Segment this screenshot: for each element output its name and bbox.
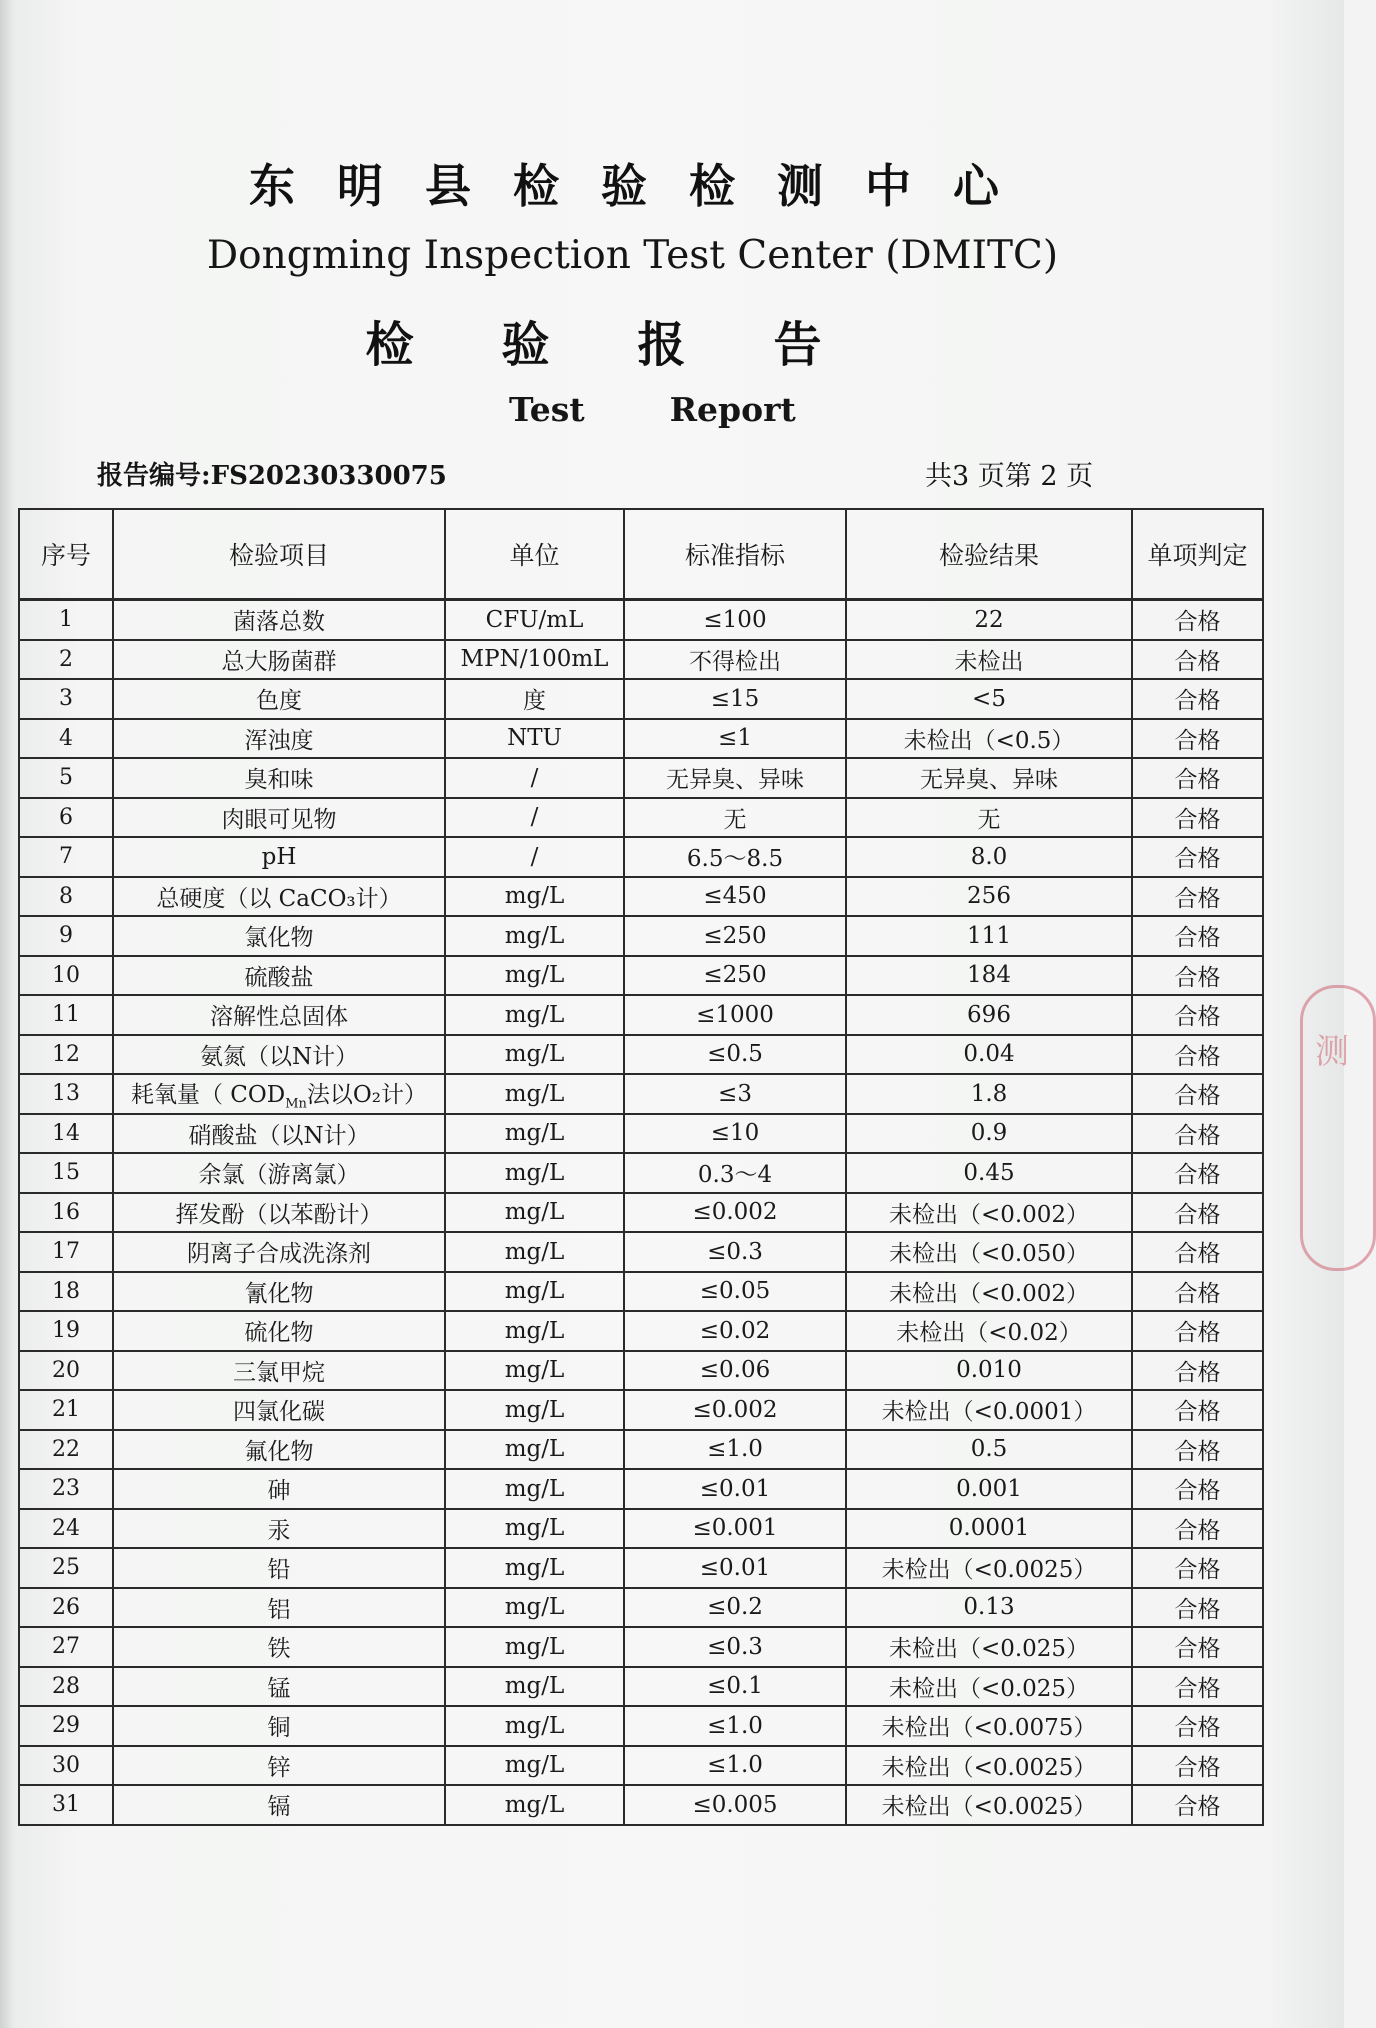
cell-result: 696	[846, 995, 1132, 1035]
cell-item: 铁	[113, 1627, 445, 1667]
cell-unit: mg/L	[445, 1706, 624, 1746]
cell-standard: ≤1.0	[624, 1706, 846, 1746]
cell-unit: mg/L	[445, 1509, 624, 1549]
cell-standard: 不得检出	[624, 640, 846, 680]
red-seal-stamp	[1300, 985, 1376, 1271]
cell-seq: 14	[19, 1114, 113, 1154]
cell-judgement: 合格	[1132, 1311, 1263, 1351]
cell-standard: ≤0.3	[624, 1627, 846, 1667]
cell-result: 22	[846, 600, 1132, 640]
cell-judgement: 合格	[1132, 1153, 1263, 1193]
cell-judgement: 合格	[1132, 1548, 1263, 1588]
table-row	[19, 1074, 1263, 1114]
cell-judgement: 合格	[1132, 995, 1263, 1035]
cell-seq: 6	[19, 798, 113, 838]
cell-unit: mg/L	[445, 1430, 624, 1470]
table-row	[19, 916, 1263, 956]
cell-judgement: 合格	[1132, 1430, 1263, 1470]
header-unit: 单位	[445, 509, 624, 600]
cell-seq: 18	[19, 1272, 113, 1312]
stamp-text: 测	[1315, 1032, 1349, 1072]
cell-judgement: 合格	[1132, 877, 1263, 917]
cell-unit: mg/L	[445, 1390, 624, 1430]
table-row	[19, 1153, 1263, 1193]
cell-standard: ≤100	[624, 600, 846, 640]
table-row	[19, 719, 1263, 759]
cell-unit: /	[445, 837, 624, 877]
cell-judgement: 合格	[1132, 1351, 1263, 1391]
cell-item: 镉	[113, 1785, 445, 1825]
cell-standard: ≤250	[624, 956, 846, 996]
cell-seq: 22	[19, 1430, 113, 1470]
report-number	[97, 455, 447, 492]
cell-seq: 8	[19, 877, 113, 917]
table-row	[19, 956, 1263, 996]
cell-result: 8.0	[846, 837, 1132, 877]
table-row	[19, 1311, 1263, 1351]
cell-seq: 20	[19, 1351, 113, 1391]
cell-judgement: 合格	[1132, 1509, 1263, 1549]
cell-result: 0.04	[846, 1035, 1132, 1075]
cell-standard: ≤0.01	[624, 1548, 846, 1588]
cell-standard: ≤15	[624, 679, 846, 719]
cell-unit: mg/L	[445, 877, 624, 917]
cell-seq: 27	[19, 1627, 113, 1667]
header-seq: 序号	[19, 509, 113, 600]
cell-unit: MPN/100mL	[445, 640, 624, 680]
cell-seq: 24	[19, 1509, 113, 1549]
cell-item: 氟化物	[113, 1430, 445, 1470]
cell-result: 0.13	[846, 1588, 1132, 1628]
table-row	[19, 640, 1263, 680]
cell-unit: NTU	[445, 719, 624, 759]
cell-standard: 6.5～8.5	[624, 837, 846, 877]
report-title-en	[509, 390, 796, 429]
cell-result: 无异臭、异味	[846, 758, 1132, 798]
cell-result: 未检出（<0.002）	[846, 1272, 1132, 1312]
cell-standard: ≤1	[624, 719, 846, 759]
cell-unit: mg/L	[445, 1548, 624, 1588]
table-row	[19, 798, 1263, 838]
cell-unit: mg/L	[445, 1193, 624, 1233]
cell-standard: ≤0.02	[624, 1311, 846, 1351]
table-row	[19, 1706, 1263, 1746]
cell-seq: 10	[19, 956, 113, 996]
page-crease-shadow	[0, 0, 14, 2028]
cell-unit: mg/L	[445, 995, 624, 1035]
cell-standard: ≤0.3	[624, 1232, 846, 1272]
cell-seq: 23	[19, 1469, 113, 1509]
cell-judgement: 合格	[1132, 1390, 1263, 1430]
cell-standard: ≤0.06	[624, 1351, 846, 1391]
cell-seq: 25	[19, 1548, 113, 1588]
cell-seq: 16	[19, 1193, 113, 1233]
report-number-label: 报告编号:	[97, 461, 211, 491]
cell-item: 硝酸盐（以N计）	[113, 1114, 445, 1154]
cell-judgement: 合格	[1132, 1035, 1263, 1075]
cell-standard: ≤0.001	[624, 1509, 846, 1549]
cell-item: 耗氧量（ $COD_{Mn}$法以O₂计）	[113, 1074, 445, 1114]
table-body	[19, 600, 1263, 1825]
cell-seq: 28	[19, 1667, 113, 1707]
cell-standard: ≤0.002	[624, 1390, 846, 1430]
table-header-row	[19, 509, 1263, 600]
cell-unit: mg/L	[445, 1035, 624, 1075]
cell-item: 锰	[113, 1667, 445, 1707]
cell-standard: ≤1.0	[624, 1430, 846, 1470]
cell-judgement: 合格	[1132, 1114, 1263, 1154]
subscript-mn: Mn	[285, 1096, 307, 1112]
table-row	[19, 600, 1263, 640]
cell-item: 三氯甲烷	[113, 1351, 445, 1391]
cell-seq: 5	[19, 758, 113, 798]
cell-standard: ≤450	[624, 877, 846, 917]
cell-standard: ≤10	[624, 1114, 846, 1154]
cell-unit: mg/L	[445, 1074, 624, 1114]
cell-standard: ≤0.002	[624, 1193, 846, 1233]
cell-result: 未检出（<0.025）	[846, 1627, 1132, 1667]
table-row	[19, 1193, 1263, 1233]
table-row	[19, 877, 1263, 917]
cell-judgement: 合格	[1132, 758, 1263, 798]
cell-result: 未检出（<0.0025）	[846, 1548, 1132, 1588]
cell-item: 氯化物	[113, 916, 445, 956]
cell-seq: 29	[19, 1706, 113, 1746]
cell-unit: CFU/mL	[445, 600, 624, 640]
cell-judgement: 合格	[1132, 1627, 1263, 1667]
cell-result: 未检出（<0.0001）	[846, 1390, 1132, 1430]
cell-result: 未检出（<0.5）	[846, 719, 1132, 759]
report-number-value: FS20230330075	[210, 461, 447, 491]
center-name-cn: 东明县检验检测中心	[249, 159, 1041, 213]
report-title-en-report: Report	[669, 390, 796, 429]
cell-seq: 15	[19, 1153, 113, 1193]
report-title-en-test: Test	[509, 390, 585, 429]
cell-judgement: 合格	[1132, 1272, 1263, 1312]
cell-item: 浑浊度	[113, 719, 445, 759]
table-row	[19, 1746, 1263, 1786]
cell-item: 硫化物	[113, 1311, 445, 1351]
table-row	[19, 1430, 1263, 1470]
cell-item: 氨氮（以N计）	[113, 1035, 445, 1075]
table-row	[19, 679, 1263, 719]
cell-judgement: 合格	[1132, 916, 1263, 956]
header-item: 检验项目	[113, 509, 445, 600]
table-row	[19, 837, 1263, 877]
cell-seq: 9	[19, 916, 113, 956]
cell-item: 总硬度（以 CaCO₃计）	[113, 877, 445, 917]
cell-result: 0.9	[846, 1114, 1132, 1154]
header-judgement: 单项判定	[1132, 509, 1263, 600]
cell-item: 硫酸盐	[113, 956, 445, 996]
cell-unit: mg/L	[445, 1785, 624, 1825]
cell-unit: mg/L	[445, 1232, 624, 1272]
cell-item: 铅	[113, 1548, 445, 1588]
cell-judgement: 合格	[1132, 1193, 1263, 1233]
cell-unit: mg/L	[445, 1272, 624, 1312]
cell-result: 无	[846, 798, 1132, 838]
cell-judgement: 合格	[1132, 719, 1263, 759]
cell-unit: mg/L	[445, 956, 624, 996]
cell-unit: mg/L	[445, 1351, 624, 1391]
table-row	[19, 1667, 1263, 1707]
cell-judgement: 合格	[1132, 600, 1263, 640]
table-row	[19, 1035, 1263, 1075]
cell-result: <5	[846, 679, 1132, 719]
cell-standard: ≤0.005	[624, 1785, 846, 1825]
cell-judgement: 合格	[1132, 1232, 1263, 1272]
cell-unit: mg/L	[445, 1469, 624, 1509]
cell-result: 未检出（<0.002）	[846, 1193, 1132, 1233]
cell-standard: 0.3～4	[624, 1153, 846, 1193]
cell-item: 溶解性总固体	[113, 995, 445, 1035]
cell-result: 未检出（<0.0025）	[846, 1785, 1132, 1825]
cell-result: 未检出（<0.050）	[846, 1232, 1132, 1272]
cell-result: 0.0001	[846, 1509, 1132, 1549]
cell-seq: 11	[19, 995, 113, 1035]
cell-item: 铝	[113, 1588, 445, 1628]
cell-standard: ≤250	[624, 916, 846, 956]
cell-item: 锌	[113, 1746, 445, 1786]
cell-judgement: 合格	[1132, 1469, 1263, 1509]
cell-result: 0.010	[846, 1351, 1132, 1391]
cell-seq: 19	[19, 1311, 113, 1351]
center-name-en: Dongming Inspection Test Center (DMITC)	[206, 233, 1059, 278]
table-row	[19, 1627, 1263, 1667]
cell-item: 菌落总数	[113, 600, 445, 640]
cell-unit: /	[445, 758, 624, 798]
cell-judgement: 合格	[1132, 1785, 1263, 1825]
cell-unit: mg/L	[445, 1667, 624, 1707]
cell-unit: mg/L	[445, 916, 624, 956]
cell-seq: 13	[19, 1074, 113, 1114]
cell-item: 砷	[113, 1469, 445, 1509]
cell-result: 0.5	[846, 1430, 1132, 1470]
cell-judgement: 合格	[1132, 956, 1263, 996]
cell-seq: 3	[19, 679, 113, 719]
cell-item: 余氯（游离氯）	[113, 1153, 445, 1193]
cell-seq: 21	[19, 1390, 113, 1430]
table-row	[19, 1232, 1263, 1272]
cell-item: 总大肠菌群	[113, 640, 445, 680]
cell-item: 铜	[113, 1706, 445, 1746]
cell-seq: 26	[19, 1588, 113, 1628]
cell-unit: mg/L	[445, 1746, 624, 1786]
cell-item: 肉眼可见物	[113, 798, 445, 838]
cell-seq: 1	[19, 600, 113, 640]
cell-unit: mg/L	[445, 1627, 624, 1667]
cell-unit: mg/L	[445, 1153, 624, 1193]
cell-seq: 4	[19, 719, 113, 759]
cell-result: 未检出	[846, 640, 1132, 680]
cell-result: 未检出（<0.025）	[846, 1667, 1132, 1707]
cell-seq: 12	[19, 1035, 113, 1075]
cell-unit: 度	[445, 679, 624, 719]
cell-result: 184	[846, 956, 1132, 996]
cell-item: 四氯化碳	[113, 1390, 445, 1430]
table-row	[19, 995, 1263, 1035]
table-row	[19, 1548, 1263, 1588]
cell-seq: 7	[19, 837, 113, 877]
cell-item: 汞	[113, 1509, 445, 1549]
cell-standard: ≤0.01	[624, 1469, 846, 1509]
table-row	[19, 1509, 1263, 1549]
cell-unit: mg/L	[445, 1114, 624, 1154]
cell-item: pH	[113, 837, 445, 877]
cell-seq: 31	[19, 1785, 113, 1825]
cell-standard: ≤0.5	[624, 1035, 846, 1075]
results-table	[18, 508, 1264, 1826]
cell-result: 0.001	[846, 1469, 1132, 1509]
cell-judgement: 合格	[1132, 640, 1263, 680]
table-row	[19, 1469, 1263, 1509]
cell-standard: ≤1.0	[624, 1746, 846, 1786]
page-info: 共3 页第 2 页	[925, 461, 1094, 492]
report-title-cn: 检验报告	[365, 317, 910, 373]
table-row	[19, 1588, 1263, 1628]
cell-judgement: 合格	[1132, 1588, 1263, 1628]
cell-judgement: 合格	[1132, 1746, 1263, 1786]
table-row	[19, 1785, 1263, 1825]
cell-unit: /	[445, 798, 624, 838]
table-row	[19, 1351, 1263, 1391]
cell-seq: 30	[19, 1746, 113, 1786]
table-row	[19, 758, 1263, 798]
header-standard: 标准指标	[624, 509, 846, 600]
cell-seq: 17	[19, 1232, 113, 1272]
table-row	[19, 1390, 1263, 1430]
cell-item: 阴离子合成洗涤剂	[113, 1232, 445, 1272]
cell-result: 1.8	[846, 1074, 1132, 1114]
cell-item: 臭和味	[113, 758, 445, 798]
cell-unit: mg/L	[445, 1311, 624, 1351]
cell-result: 0.45	[846, 1153, 1132, 1193]
cell-result: 未检出（<0.0075）	[846, 1706, 1132, 1746]
cell-item: 挥发酚（以苯酚计）	[113, 1193, 445, 1233]
cell-judgement: 合格	[1132, 837, 1263, 877]
cell-judgement: 合格	[1132, 1706, 1263, 1746]
cell-standard: ≤0.1	[624, 1667, 846, 1707]
cell-standard: 无异臭、异味	[624, 758, 846, 798]
cell-item: 氰化物	[113, 1272, 445, 1312]
cell-seq: 2	[19, 640, 113, 680]
cell-unit: mg/L	[445, 1588, 624, 1628]
cell-standard: ≤0.05	[624, 1272, 846, 1312]
cell-standard: 无	[624, 798, 846, 838]
cell-result: 未检出（<0.02）	[846, 1311, 1132, 1351]
cell-standard: ≤3	[624, 1074, 846, 1114]
cell-judgement: 合格	[1132, 1667, 1263, 1707]
cell-judgement: 合格	[1132, 1074, 1263, 1114]
cell-result: 未检出（<0.0025）	[846, 1746, 1132, 1786]
cell-standard: ≤0.2	[624, 1588, 846, 1628]
cell-result: 111	[846, 916, 1132, 956]
header-result: 检验结果	[846, 509, 1132, 600]
table-row	[19, 1114, 1263, 1154]
cell-judgement: 合格	[1132, 679, 1263, 719]
cell-standard: ≤1000	[624, 995, 846, 1035]
cell-judgement: 合格	[1132, 798, 1263, 838]
cell-item: 色度	[113, 679, 445, 719]
cell-result: 256	[846, 877, 1132, 917]
table-row	[19, 1272, 1263, 1312]
